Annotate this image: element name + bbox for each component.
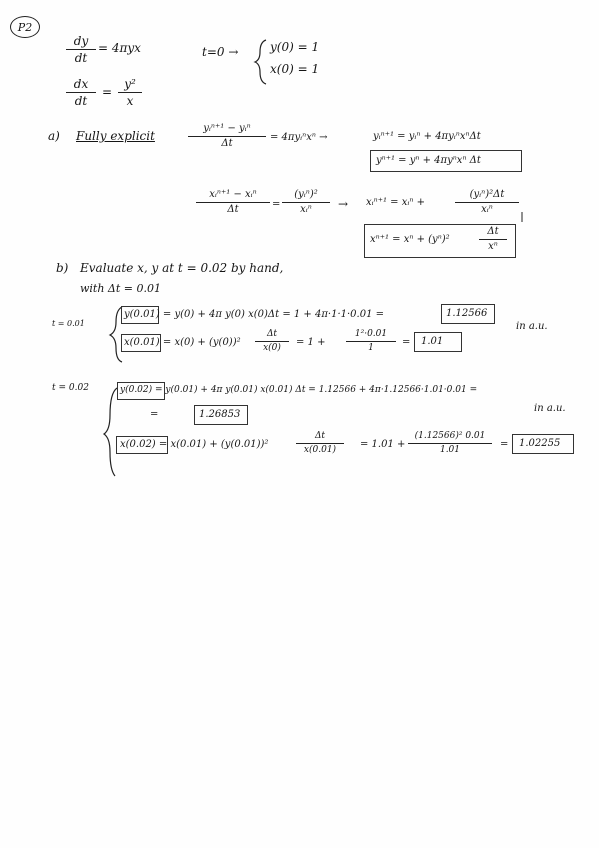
step2-time-label: t = 0.02 [52, 383, 89, 393]
y-update-formula: yᵢⁿ⁺¹ = yᵢⁿ + 4πyᵢⁿxⁿΔt [373, 131, 481, 142]
x-dq-numerator: xᵢⁿ⁺¹ − xᵢⁿ [209, 189, 257, 200]
x-update-denominator: xᵢⁿ [481, 204, 493, 215]
step1-x-equals: = [402, 337, 411, 348]
ode2-equals: = [102, 85, 113, 99]
x-update-fraction [455, 190, 519, 215]
step1-x-frac-denominator: x(0) [263, 343, 281, 353]
step1-y-result: 1.12566 [446, 308, 488, 319]
ode2-numerator: dx [73, 77, 89, 91]
step1-y-result-box [441, 304, 495, 324]
step1-x-fraction2 [346, 330, 396, 353]
step2-y-result-box [194, 405, 248, 425]
x-dq-rhs [282, 190, 330, 215]
step2-x-fraction [296, 432, 344, 455]
ode2-rhs-numerator: y² [124, 77, 136, 91]
x-update-numerator: (yᵢⁿ)²Δt [469, 189, 505, 200]
y-update-boxed: yⁿ⁺¹ = yⁿ + 4πyⁿxⁿ Δt [376, 155, 481, 166]
step1-x-expression: x(0.01) = x(0) + (y(0))² [124, 337, 241, 348]
step2-x-result: 1.02255 [519, 438, 561, 449]
ode1-rhs: = 4πyx [98, 41, 141, 55]
y-dq-numerator: yᵢⁿ⁺¹ − yᵢⁿ [203, 123, 251, 134]
step2-y-result: 1.26853 [199, 409, 241, 420]
step2-units: in a.u. [534, 403, 566, 414]
step2-y-expression: y(0.02) = y(0.01) + 4π y(0.01) x(0.01) Δt = 1.12566 + 4π·1.12566·1.01·0.01 = [120, 385, 478, 395]
step2-x-frac-numerator: Δt [314, 431, 326, 441]
x-dq-denominator: Δt [227, 204, 239, 215]
ode2-rhs-denominator: x [126, 94, 134, 108]
x-update-boxed-fraction [479, 227, 507, 252]
part-a-label: a) [48, 129, 60, 143]
step2-x-equals-plus: = 1.01 + [360, 439, 406, 450]
x-dq-rhs-numerator: (yᵢⁿ)² [294, 189, 318, 200]
y-dq-rhs: = 4πyᵢⁿxⁿ → [270, 132, 328, 143]
step1-x-frac2-denominator: 1 [368, 343, 374, 353]
step1-x-result: 1.01 [421, 336, 444, 347]
ode1-derivative [66, 35, 96, 64]
step1-time-label: t = 0.01 [52, 319, 85, 328]
initial-y: y(0) = 1 [270, 40, 320, 54]
step2-y-equals: = [150, 409, 159, 420]
ode1-denominator: dt [74, 51, 88, 65]
y-update-box [370, 150, 522, 172]
step1-x-frac2-numerator: 1²·0.01 [354, 329, 388, 339]
x-arrow: → [338, 197, 349, 211]
step1-x-result-box [414, 332, 462, 352]
ode2-rhs [118, 78, 142, 107]
x-update-boxed-lhs: xⁿ⁺¹ = xⁿ + (yⁿ)² [370, 234, 450, 245]
step2-x-equals: = [500, 439, 509, 450]
problem-label-badge [10, 16, 40, 38]
ode1-numerator: dy [73, 34, 89, 48]
x-dq-rhs-denominator: xᵢⁿ [300, 204, 312, 215]
y-dq-denominator: Δt [221, 138, 233, 149]
initial-x: x(0) = 1 [270, 62, 320, 76]
step1-y-expression: y(0.01) = y(0) + 4π y(0) x(0)Δt = 1 + 4π·1·1·0.01 = [124, 309, 385, 320]
x-dq-equals: = [272, 199, 281, 210]
x-update-lhs: xᵢⁿ⁺¹ = xᵢⁿ + [366, 197, 425, 208]
part-a-title: Fully explicit [76, 129, 155, 143]
step2-x-frac2-denominator: 1.01 [439, 445, 461, 455]
step2-x-result-box [512, 434, 574, 454]
step1-units: in a.u. [516, 321, 548, 332]
x-update-box [364, 224, 516, 258]
ode2-denominator: dt [74, 94, 88, 108]
x-boxed-numerator: Δt [487, 226, 499, 237]
y-difference-quotient [188, 124, 266, 149]
part-b-label: b) [56, 261, 69, 275]
step1-x-frac-numerator: Δt [266, 329, 278, 339]
step2-x-fraction2 [408, 432, 492, 455]
part-b-timestep: with Δt = 0.01 [80, 282, 162, 295]
problem-label: P2 [17, 20, 33, 34]
x-difference-quotient [196, 190, 270, 215]
initial-time: t=0 → [202, 45, 239, 59]
step2-x-frac2-numerator: (1.12566)² 0.01 [414, 431, 486, 441]
step1-x-fraction [255, 330, 289, 353]
step2-x-frac-denominator: x(0.01) [303, 445, 337, 455]
part-b-instruction: Evaluate x, y at t = 0.02 by hand, [80, 261, 284, 275]
step2-x-expression: x(0.02) = x(0.01) + (y(0.01))² [120, 439, 269, 450]
x-boxed-denominator: xⁿ [488, 241, 498, 252]
ode2-derivative [66, 78, 96, 107]
step1-x-equals-one-plus: = 1 + [296, 337, 326, 348]
